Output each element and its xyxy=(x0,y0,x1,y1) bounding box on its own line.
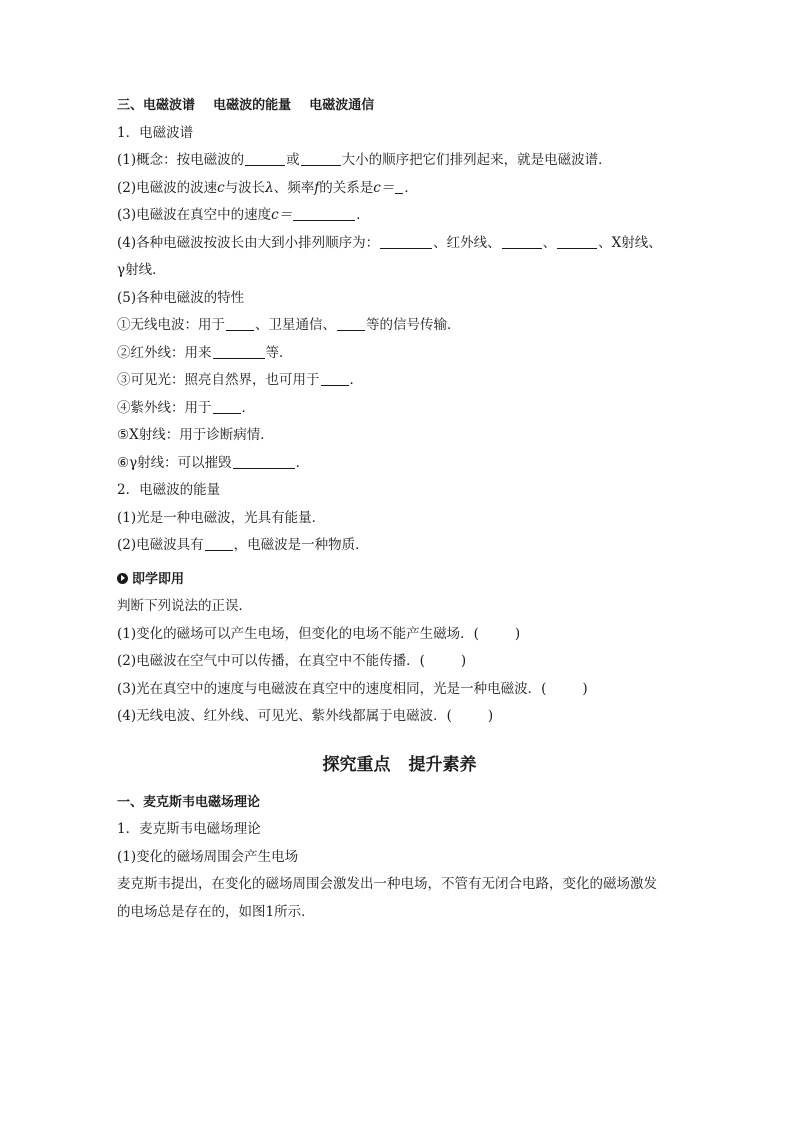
answer-blank[interactable] xyxy=(395,179,403,194)
practice-title: 即学即用 xyxy=(117,566,682,594)
answer-blank[interactable] xyxy=(502,234,542,249)
document-page xyxy=(117,92,682,926)
answer-blank[interactable] xyxy=(226,316,254,331)
characteristics-heading: (5)各种电磁波的特性 xyxy=(117,289,245,306)
answer-blank[interactable] xyxy=(301,151,341,166)
practice-intro: 判断下列说法的正误． xyxy=(117,598,252,614)
energy-item-1: (1)光是一种电磁波，光具有能量． xyxy=(117,509,326,526)
subheading-spectrum: 1．电磁波谱 xyxy=(117,124,194,141)
answer-blank[interactable] xyxy=(380,234,432,249)
part-heading: 探究重点 提升素养 xyxy=(322,754,477,775)
subheading-energy: 2．电磁波的能量 xyxy=(117,482,221,498)
xray-item: ⑤X射线：用于诊断病情． xyxy=(117,427,274,443)
energy-item-2: (2)电磁波具有 ，电磁波是一种物质． xyxy=(117,537,369,553)
practice-item: (2)电磁波在空气中可以传播，在真空中不能传播．( ) xyxy=(117,653,467,669)
infrared-item: ②红外线：用来 等． xyxy=(117,344,293,361)
wave-speed-relation: (2)电磁波的波速c与波长λ、频率f的关系是c＝ ． xyxy=(117,179,418,196)
wavelength-order: (4)各种电磁波按波长由大到小排列顺序为： 、红外线、 、 、X射线、 xyxy=(117,234,662,251)
section1-paragraph-line-1: 麦克斯韦提出，在变化的磁场周围会激发出一种电场，不管有无闭合电路，变化的磁场激发 xyxy=(117,876,657,892)
practice-item: (3)光在真空中的速度与电磁波在真空中的速度相同，光是一种电磁波．( ) xyxy=(117,680,588,697)
gamma-ray-item: ⑥γ射线：可以摧毁 ． xyxy=(117,454,310,471)
answer-blank[interactable] xyxy=(213,344,265,359)
visible-light-item: ③可见光：照亮自然界，也可用于 ． xyxy=(117,372,363,388)
radio-wave-item: ①无线电波：用于 、卫星通信、 等的信号传输． xyxy=(117,317,461,333)
section3-title: 三、电磁波谱 电磁波的能量 电磁波通信 xyxy=(117,98,375,113)
ultraviolet-item: ④紫外线：用于 ． xyxy=(117,399,255,416)
answer-blank[interactable] xyxy=(321,371,349,386)
answer-blank[interactable] xyxy=(213,399,241,414)
section1-paragraph-line-2: 的电场总是存在的，如图1所示． xyxy=(117,903,315,920)
answer-blank[interactable] xyxy=(293,206,355,221)
answer-blank[interactable] xyxy=(557,234,597,249)
speed-in-vacuum: (3)电磁波在真空中的速度c＝ ． xyxy=(117,207,370,223)
answer-blank[interactable] xyxy=(233,454,295,469)
wavelength-order-cont: γ射线． xyxy=(117,262,166,278)
answer-blank[interactable] xyxy=(337,316,365,331)
answer-blank[interactable] xyxy=(205,536,233,551)
play-circle-icon xyxy=(117,573,128,584)
section1-point-1: (1)变化的磁场周围会产生电场 xyxy=(117,848,299,865)
spectrum-concept: (1)概念：按电磁波的 或 大小的顺序把它们排列起来，就是电磁波谱． xyxy=(117,152,612,168)
practice-item: (1)变化的磁场可以产生电场，但变化的电场不能产生磁场．( ) xyxy=(117,625,521,642)
section1-title: 一、麦克斯韦电磁场理论 xyxy=(117,794,261,810)
answer-blank[interactable] xyxy=(245,151,285,166)
section1-subheading: 1．麦克斯韦电磁场理论 xyxy=(117,821,261,837)
practice-item: (4)无线电波、红外线、可见光、紫外线都属于电磁波．( ) xyxy=(117,708,494,724)
